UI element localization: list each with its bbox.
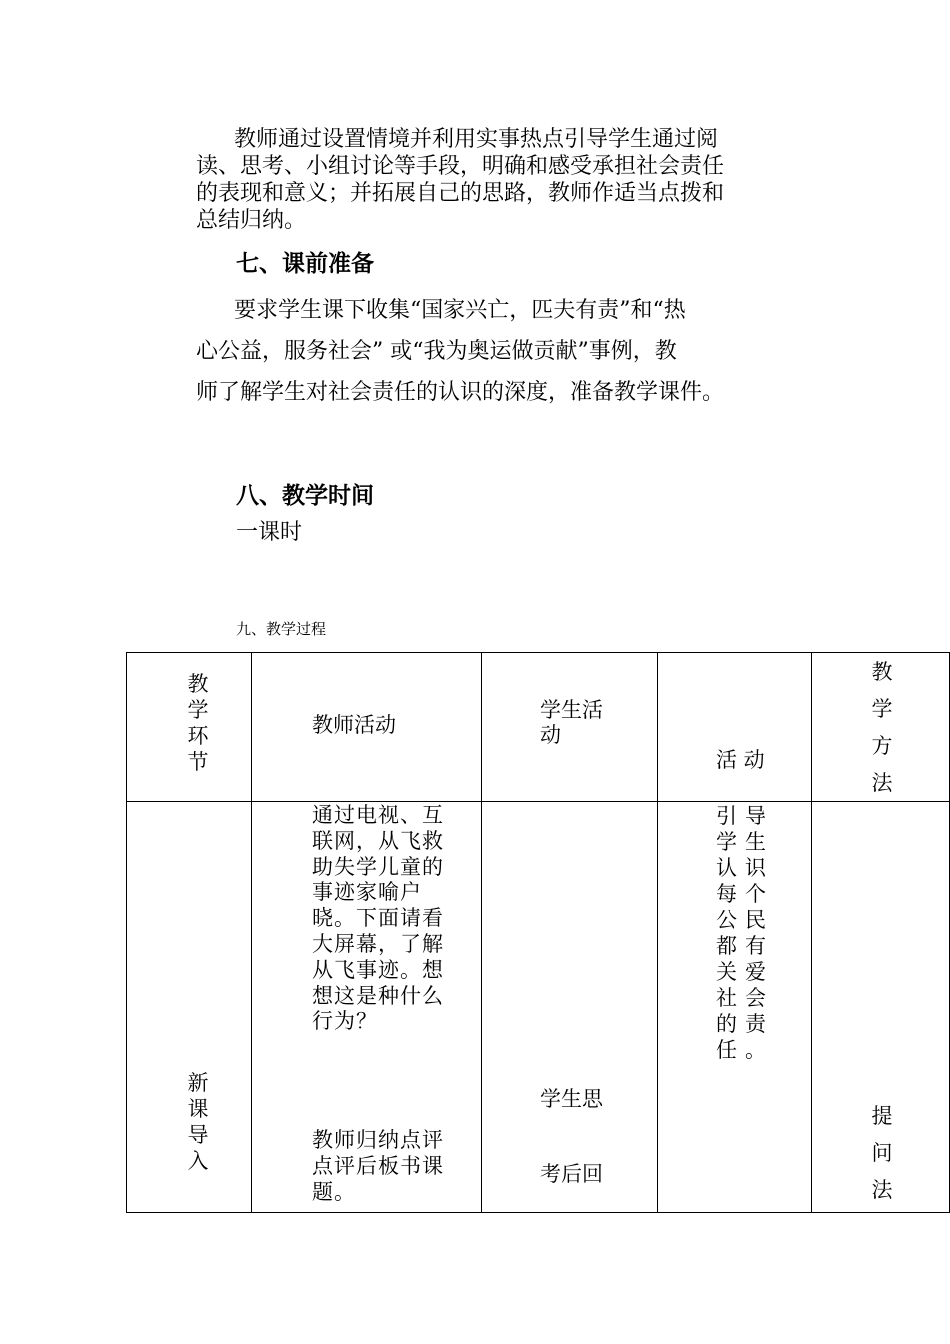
- row1-teacher-summary: 教师归纳点评点评后板书课题。: [312, 1128, 444, 1204]
- intro-line-4: 总结归纳。: [196, 208, 307, 233]
- row1-method: 提问法: [871, 1104, 893, 1202]
- row1-method-cell: [812, 802, 950, 1213]
- lesson-table: [126, 652, 950, 1213]
- header-student-cell: [482, 653, 658, 802]
- header-stage-cell: [127, 653, 252, 802]
- table-row: [127, 802, 950, 1213]
- table-header-row: [127, 653, 950, 802]
- row1-stage-cell: [127, 802, 252, 1213]
- row1-purpose-cell: [658, 802, 812, 1213]
- section-7-heading: 七、课前准备: [236, 251, 374, 277]
- header-purpose: 活 动: [716, 748, 765, 772]
- section-7-line-3: 师了解学生对社会责任的认识的深度，准备教学课件。: [196, 380, 725, 405]
- header-purpose-cell: [658, 653, 812, 802]
- intro-line-1: 教师通过设置情境并利用实事热点引导学生通过阅: [234, 127, 719, 152]
- row1-teacher-cell: [252, 802, 482, 1213]
- section-7-line-1: 要求学生课下收集“国家兴亡，匹夫有责”和“热: [234, 298, 686, 323]
- row1-purpose: 引导学生认识每个公民都有关爱社会的责任。: [716, 804, 774, 1062]
- intro-line-2: 读、思考、小组讨论等手段，明确和感受承担社会责任: [196, 154, 725, 179]
- header-teacher: 教师活动: [312, 713, 396, 737]
- row1-teacher-activity: 通过电视、互联网，从飞救助失学儿童的事迹家喻户晓。下面请看大屏幕，了解从飞事迹。想想这是种什么行为？: [312, 803, 444, 1034]
- header-method: 教学方法: [871, 660, 893, 795]
- header-stage: 教学环节: [187, 672, 209, 774]
- section-7-line-2: 心公益，服务社会” 或“我为奥运做贡献”事例，教: [196, 339, 677, 364]
- header-method-cell: [812, 653, 950, 802]
- header-teacher-cell: [252, 653, 482, 802]
- row1-student-activity: 学生思 考后回: [540, 1087, 603, 1186]
- row1-student-cell: [482, 802, 658, 1213]
- section-8-heading: 八、教学时间: [236, 483, 374, 509]
- section-7-body: [196, 290, 796, 413]
- intro-paragraph: [196, 126, 796, 234]
- row1-stage: 新课导入: [187, 1071, 209, 1173]
- section-9-heading: 九、教学过程: [236, 620, 327, 638]
- intro-line-3: 的表现和意义；并拓展自己的思路，教师作适当点拨和: [196, 181, 725, 206]
- header-student: 学生活 动: [540, 698, 603, 747]
- section-8-value: 一课时: [236, 520, 303, 545]
